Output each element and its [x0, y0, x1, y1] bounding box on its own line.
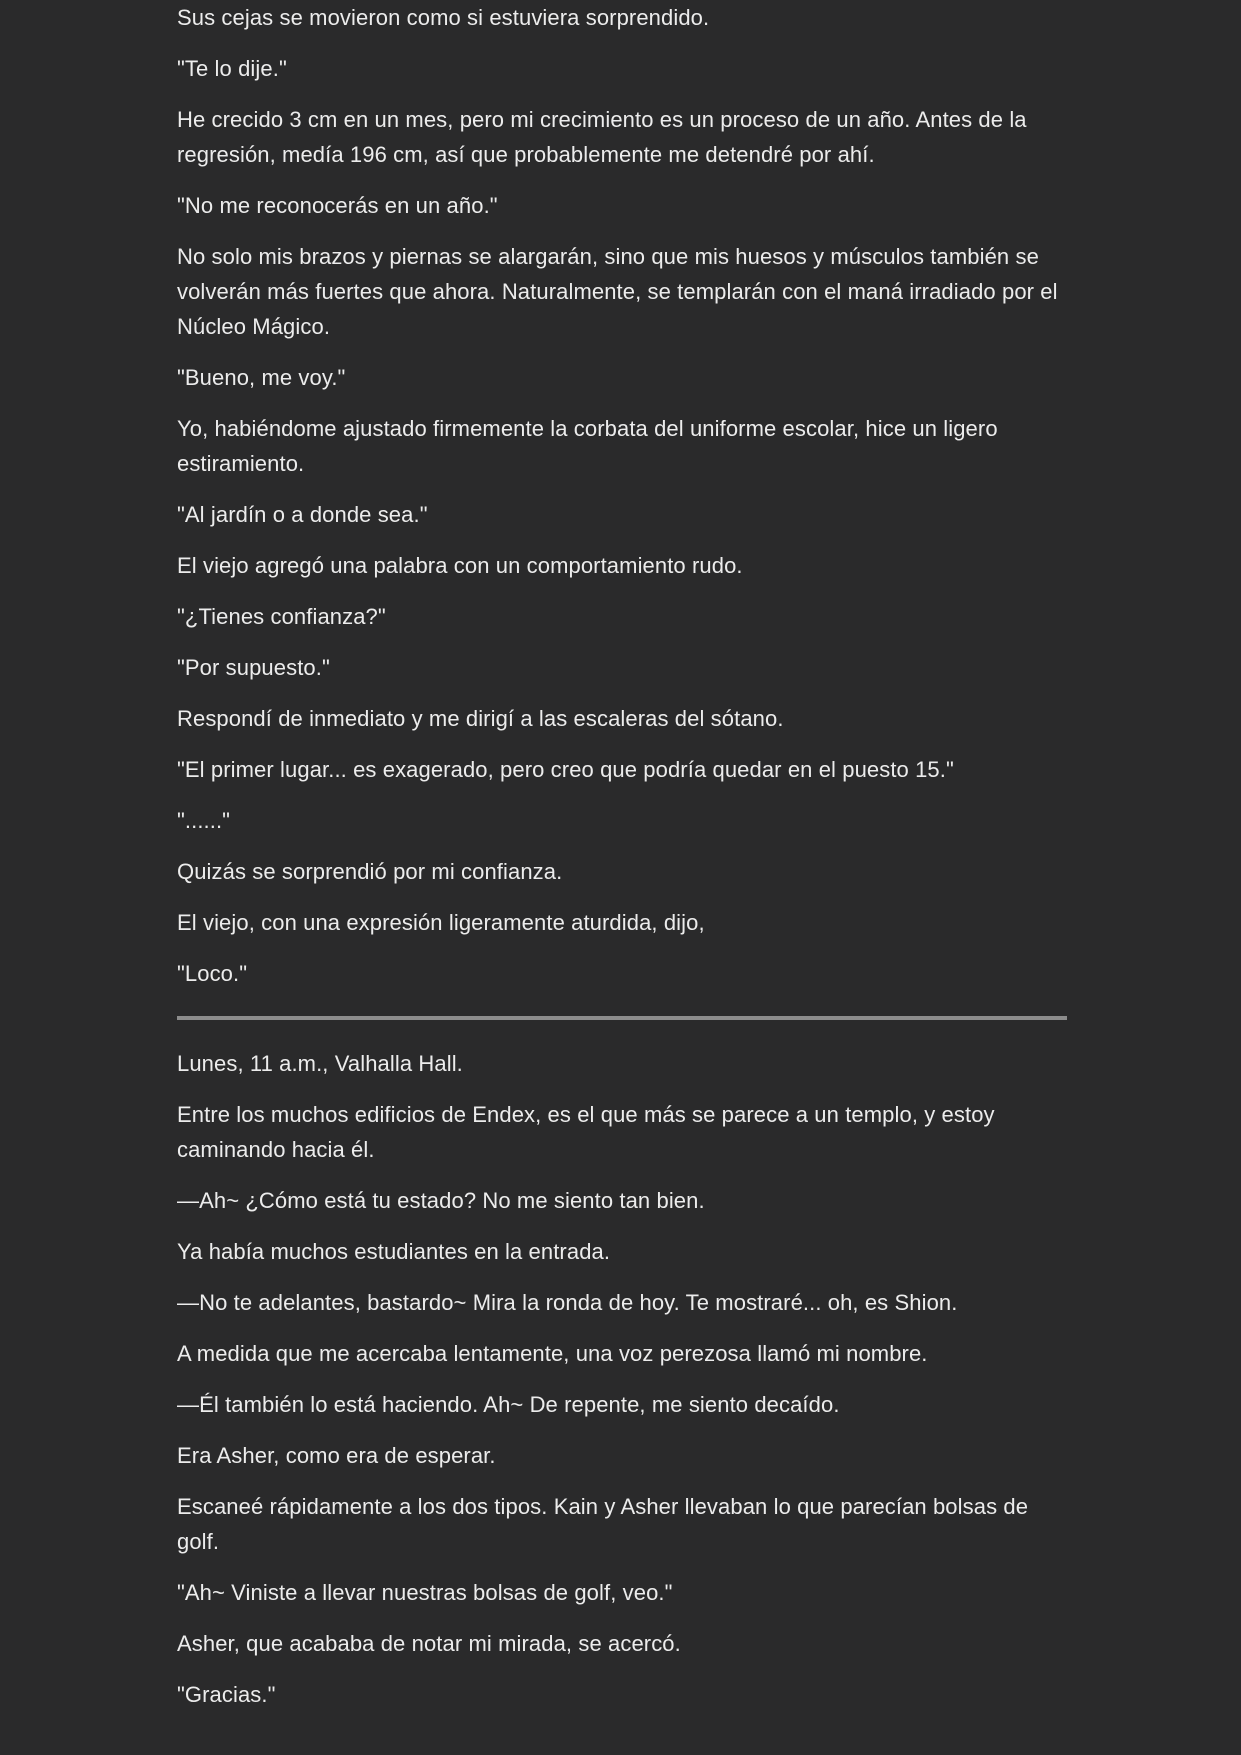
paragraph: "El primer lugar... es exagerado, pero creo que podría quedar en el puesto 15." [177, 757, 954, 782]
paragraph: A medida que me acercaba lentamente, una voz perezosa llamó mi nombre. [177, 1341, 928, 1366]
paragraph: "Loco." [177, 961, 248, 986]
paragraph: "Te lo dije." [177, 56, 287, 81]
paragraph: "......" [177, 808, 231, 833]
paragraph: Escaneé rápidamente a los dos tipos. Kain y Asher llevaban lo que parecían bolsas de golf. [177, 1494, 1029, 1554]
paragraph: Entre los muchos edificios de Endex, es el que más se parece a un templo, y estoy caminando hacia él. [177, 1102, 995, 1162]
paragraph: —Ah~ ¿Cómo está tu estado? No me siento tan bien. [177, 1188, 705, 1213]
paragraph: "No me reconocerás en un año." [177, 193, 498, 218]
paragraph: He crecido 3 cm en un mes, pero mi crecimiento es un proceso de un año. Antes de la regresión, medía 196 cm, así que probablemente me detendré por ahí. [177, 107, 1027, 167]
paragraph: —Él también lo está haciendo. Ah~ De repente, me siento decaído. [177, 1392, 840, 1417]
section-divider [177, 1016, 1067, 1020]
paragraph: Sus cejas se movieron como si estuviera sorprendido. [177, 5, 710, 30]
paragraph: Ya había muchos estudiantes en la entrada. [177, 1239, 611, 1264]
paragraph: "Gracias." [177, 1682, 276, 1707]
paragraph: Era Asher, como era de esperar. [177, 1443, 496, 1468]
paragraph: —No te adelantes, bastardo~ Mira la ronda de hoy. Te mostraré... oh, es Shion. [177, 1290, 958, 1315]
paragraph: "Por supuesto." [177, 655, 330, 680]
paragraph: "Al jardín o a donde sea." [177, 502, 428, 527]
paragraph: Asher, que acababa de notar mi mirada, se acercó. [177, 1631, 681, 1656]
paragraph: "Ah~ Viniste a llevar nuestras bolsas de golf, veo." [177, 1580, 673, 1605]
reader-content [177, 0, 1067, 1728]
paragraph: Respondí de inmediato y me dirigí a las escaleras del sótano. [177, 706, 784, 731]
paragraph: Quizás se sorprendió por mi confianza. [177, 859, 563, 884]
paragraph: "¿Tienes confianza?" [177, 604, 386, 629]
paragraph: Lunes, 11 a.m., Valhalla Hall. [177, 1051, 463, 1076]
paragraph: "Bueno, me voy." [177, 365, 346, 390]
paragraph: Yo, habiéndome ajustado firmemente la corbata del uniforme escolar, hice un ligero estiramiento. [177, 416, 998, 476]
paragraph: El viejo agregó una palabra con un comportamiento rudo. [177, 553, 743, 578]
paragraph: El viejo, con una expresión ligeramente aturdida, dijo, [177, 910, 705, 935]
paragraph: No solo mis brazos y piernas se alargarán, sino que mis huesos y músculos también se volverán más fuertes que ahora. Naturalmente, se templarán con el maná irradiado por el Núcleo Mágico. [177, 244, 1058, 339]
